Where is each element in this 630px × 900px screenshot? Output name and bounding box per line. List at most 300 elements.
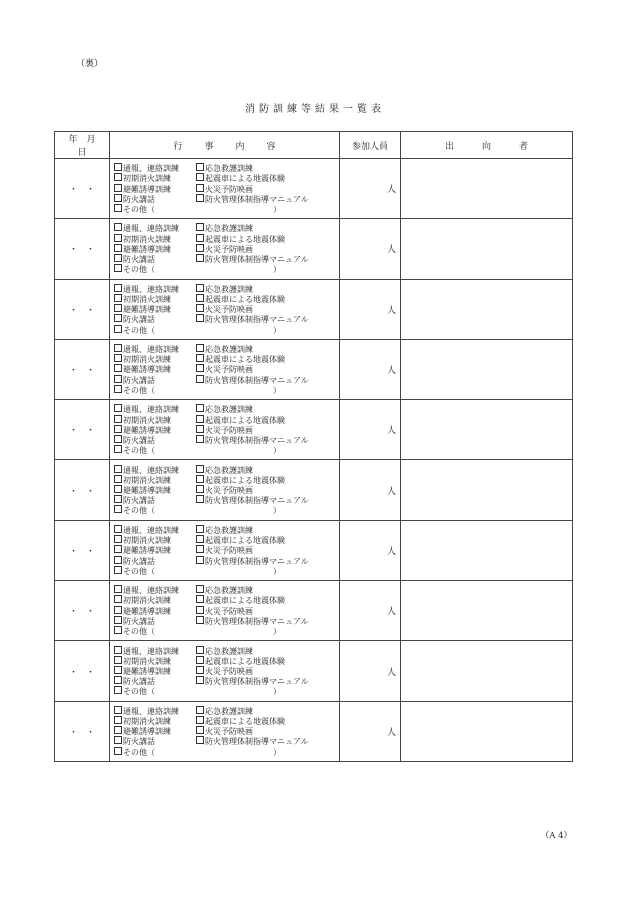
empty-checkbox-icon[interactable] [196, 646, 204, 654]
activity-option-label: 起震車による地震体験 [205, 596, 285, 606]
activity-option-label: 通報、連絡訓練 [123, 224, 179, 234]
activity-option[interactable] [114, 606, 196, 616]
activity-option[interactable] [196, 425, 330, 435]
activity-option-label: 初期消火訓練 [123, 355, 171, 365]
attendee-cell[interactable] [401, 701, 573, 761]
empty-checkbox-icon[interactable] [196, 525, 204, 533]
activity-option-label: 避難誘導訓練 [123, 425, 171, 435]
empty-checkbox-icon[interactable] [114, 676, 122, 684]
activity-option[interactable] [196, 375, 330, 385]
activity-option[interactable] [114, 495, 196, 505]
activity-option-label: 防火講話 [123, 496, 155, 506]
activity-option[interactable] [196, 234, 330, 244]
activity-option-label: 火災予防映画 [205, 606, 253, 616]
activity-option[interactable] [114, 706, 196, 716]
attendee-cell[interactable] [401, 279, 573, 339]
activity-option[interactable] [196, 676, 330, 686]
activity-option[interactable] [196, 475, 330, 485]
other-option-label: その他（ [123, 325, 155, 335]
activity-option[interactable] [196, 606, 330, 616]
activity-option[interactable] [114, 475, 196, 485]
empty-checkbox-icon[interactable] [196, 354, 204, 362]
participant-count-cell[interactable]: 人 [340, 219, 401, 279]
empty-checkbox-icon[interactable] [196, 184, 204, 192]
empty-checkbox-icon[interactable] [114, 254, 122, 262]
empty-checkbox-icon[interactable] [114, 606, 122, 614]
empty-checkbox-icon[interactable] [196, 606, 204, 614]
activity-option[interactable] [114, 525, 196, 535]
other-option-label: その他（ [123, 566, 155, 576]
activity-option-label: 防火管理体制指導マニュアル [205, 677, 309, 687]
activity-option[interactable] [196, 284, 330, 294]
activity-option-label: 初期消火訓練 [123, 536, 171, 546]
activity-option-label: 起震車による地震体験 [205, 475, 285, 485]
empty-checkbox-icon[interactable] [114, 545, 122, 553]
activity-option[interactable] [114, 676, 196, 686]
empty-checkbox-icon[interactable] [196, 435, 204, 443]
other-option[interactable] [114, 505, 339, 515]
activity-option-label: 火災予防映画 [205, 305, 253, 315]
attendee-cell[interactable] [401, 641, 573, 701]
empty-checkbox-icon[interactable] [114, 485, 122, 493]
activity-option[interactable] [114, 415, 196, 425]
empty-checkbox-icon[interactable] [114, 294, 122, 302]
activity-option[interactable] [196, 435, 330, 445]
activity-content-cell [110, 159, 340, 219]
date-cell[interactable]: ・・ [55, 641, 110, 701]
activity-option-label: 火災予防映画 [205, 666, 253, 676]
date-cell[interactable]: ・・ [55, 581, 110, 641]
activity-option[interactable] [114, 535, 196, 545]
activity-option[interactable] [196, 556, 330, 566]
activity-option[interactable] [114, 163, 196, 173]
other-option-close: ） [273, 687, 281, 697]
participant-count-cell[interactable]: 人 [340, 159, 401, 219]
other-option[interactable] [114, 566, 339, 576]
empty-checkbox-icon[interactable] [114, 173, 122, 181]
activity-option[interactable] [114, 244, 196, 254]
empty-checkbox-icon[interactable] [114, 314, 122, 322]
activity-option[interactable] [196, 465, 330, 475]
activity-option-label: 通報、連絡訓練 [123, 345, 179, 355]
empty-checkbox-icon[interactable] [114, 716, 122, 724]
activity-option-label: 応急救護訓練 [205, 405, 253, 415]
activity-content-cell [110, 460, 340, 520]
empty-checkbox-icon[interactable] [114, 223, 122, 231]
empty-checkbox-icon[interactable] [114, 435, 122, 443]
date-cell[interactable]: ・・ [55, 460, 110, 520]
empty-checkbox-icon[interactable] [114, 646, 122, 654]
activity-option[interactable] [114, 375, 196, 385]
empty-checkbox-icon[interactable] [114, 686, 122, 694]
participant-count-cell[interactable]: 人 [340, 701, 401, 761]
empty-checkbox-icon[interactable] [114, 475, 122, 483]
date-cell[interactable]: ・・ [55, 400, 110, 460]
activity-option-label: 初期消火訓練 [123, 717, 171, 727]
empty-checkbox-icon[interactable] [196, 656, 204, 664]
activity-option-label: 応急救護訓練 [205, 646, 253, 656]
activity-option[interactable] [114, 184, 196, 194]
empty-checkbox-icon[interactable] [196, 595, 204, 603]
activity-option[interactable] [196, 726, 330, 736]
other-option-close: ） [273, 325, 281, 335]
empty-checkbox-icon[interactable] [196, 254, 204, 262]
activity-option[interactable] [114, 726, 196, 736]
activity-option[interactable] [114, 556, 196, 566]
table-row [55, 159, 573, 219]
empty-checkbox-icon[interactable] [196, 736, 204, 744]
activity-option[interactable] [196, 344, 330, 354]
participant-count-cell[interactable]: 人 [340, 520, 401, 580]
other-option[interactable] [114, 204, 339, 214]
activity-option-label: 防火講話 [123, 315, 155, 325]
empty-checkbox-icon[interactable] [114, 284, 122, 292]
activity-option-label: 避難誘導訓練 [123, 365, 171, 375]
participant-count-cell[interactable]: 人 [340, 641, 401, 701]
empty-checkbox-icon[interactable] [114, 706, 122, 714]
empty-checkbox-icon[interactable] [114, 747, 122, 755]
activity-option-label: 応急救護訓練 [205, 345, 253, 355]
activity-option[interactable] [196, 244, 330, 254]
participant-count-cell[interactable]: 人 [340, 581, 401, 641]
activity-option-label: 防火講話 [123, 435, 155, 445]
activity-option-label: 防火管理体制指導マニュアル [205, 556, 309, 566]
activity-option[interactable] [196, 364, 330, 374]
table-row [55, 339, 573, 399]
attendee-cell[interactable] [401, 219, 573, 279]
activity-option[interactable] [196, 616, 330, 626]
attendee-cell[interactable] [401, 581, 573, 641]
activity-option-label: 防火管理体制指導マニュアル [205, 375, 309, 385]
activity-option[interactable] [114, 194, 196, 204]
table-row [55, 279, 573, 339]
activity-option[interactable] [114, 304, 196, 314]
activity-option[interactable] [196, 706, 330, 716]
activity-option[interactable] [114, 666, 196, 676]
activity-option[interactable] [114, 234, 196, 244]
other-option[interactable] [114, 626, 339, 636]
activity-option[interactable] [114, 404, 196, 414]
activity-option-label: 初期消火訓練 [123, 596, 171, 606]
empty-checkbox-icon[interactable] [196, 425, 204, 433]
header-attendee: 出向者 [401, 132, 573, 159]
activity-option[interactable] [196, 545, 330, 555]
activity-option-label: 起震車による地震体験 [205, 656, 285, 666]
empty-checkbox-icon[interactable] [196, 284, 204, 292]
activity-option-label: 起震車による地震体験 [205, 415, 285, 425]
other-option[interactable] [114, 747, 339, 757]
empty-checkbox-icon[interactable] [196, 545, 204, 553]
activity-option-label: 火災予防映画 [205, 546, 253, 556]
other-option[interactable] [114, 325, 339, 335]
activity-option[interactable] [196, 656, 330, 666]
activity-option-label: 応急救護訓練 [205, 465, 253, 475]
activity-option-label: 防火講話 [123, 737, 155, 747]
table-body [55, 159, 573, 762]
document-title: 消防訓練等結果一覧表 [245, 104, 385, 115]
empty-checkbox-icon[interactable] [114, 204, 122, 212]
activity-option[interactable] [114, 616, 196, 626]
table-row [55, 520, 573, 580]
activity-option[interactable] [196, 314, 330, 324]
activity-option-label: 防火管理体制指導マニュアル [205, 435, 309, 445]
empty-checkbox-icon[interactable] [196, 676, 204, 684]
empty-checkbox-icon[interactable] [196, 194, 204, 202]
empty-checkbox-icon[interactable] [196, 375, 204, 383]
activity-content-cell [110, 520, 340, 580]
activity-option-label: 避難誘導訓練 [123, 727, 171, 737]
other-option[interactable] [114, 385, 339, 395]
other-option-close: ） [273, 627, 281, 637]
table-row [55, 219, 573, 279]
date-cell[interactable]: ・・ [55, 339, 110, 399]
activity-option[interactable] [114, 284, 196, 294]
empty-checkbox-icon[interactable] [196, 294, 204, 302]
empty-checkbox-icon[interactable] [196, 726, 204, 734]
empty-checkbox-icon[interactable] [114, 375, 122, 383]
empty-checkbox-icon[interactable] [196, 415, 204, 423]
activity-option-label: 防火管理体制指導マニュアル [205, 496, 309, 506]
date-cell[interactable]: ・・ [55, 520, 110, 580]
empty-checkbox-icon[interactable] [114, 445, 122, 453]
activity-option[interactable] [114, 173, 196, 183]
activity-option[interactable] [196, 595, 330, 605]
empty-checkbox-icon[interactable] [196, 556, 204, 564]
participant-count-cell[interactable]: 人 [340, 339, 401, 399]
activity-option[interactable] [196, 485, 330, 495]
activity-option-label: 起震車による地震体験 [205, 174, 285, 184]
other-option-label: その他（ [123, 385, 155, 395]
empty-checkbox-icon[interactable] [196, 495, 204, 503]
activity-option[interactable] [114, 736, 196, 746]
participant-count-cell[interactable]: 人 [340, 460, 401, 520]
attendee-cell[interactable] [401, 400, 573, 460]
other-option-label: その他（ [123, 627, 155, 637]
activity-option[interactable] [114, 646, 196, 656]
empty-checkbox-icon[interactable] [114, 535, 122, 543]
attendee-cell[interactable] [401, 159, 573, 219]
activity-option[interactable] [114, 485, 196, 495]
empty-checkbox-icon[interactable] [196, 364, 204, 372]
empty-checkbox-icon[interactable] [196, 666, 204, 674]
empty-checkbox-icon[interactable] [196, 465, 204, 473]
activity-option[interactable] [196, 535, 330, 545]
other-option-label: その他（ [123, 747, 155, 757]
empty-checkbox-icon[interactable] [196, 314, 204, 322]
empty-checkbox-icon[interactable] [114, 726, 122, 734]
activity-option[interactable] [196, 184, 330, 194]
other-option-label: その他（ [123, 506, 155, 516]
activity-option-label: 応急救護訓練 [205, 525, 253, 535]
empty-checkbox-icon[interactable] [196, 616, 204, 624]
activity-option[interactable] [114, 314, 196, 324]
activity-option[interactable] [114, 344, 196, 354]
activity-option[interactable] [114, 294, 196, 304]
empty-checkbox-icon[interactable] [196, 585, 204, 593]
empty-checkbox-icon[interactable] [114, 425, 122, 433]
training-results-table [54, 131, 573, 762]
empty-checkbox-icon[interactable] [114, 184, 122, 192]
empty-checkbox-icon[interactable] [114, 505, 122, 513]
empty-checkbox-icon[interactable] [114, 585, 122, 593]
activity-option[interactable] [114, 223, 196, 233]
table-row [55, 460, 573, 520]
activity-option-label: 防火管理体制指導マニュアル [205, 737, 309, 747]
empty-checkbox-icon[interactable] [114, 404, 122, 412]
empty-checkbox-icon[interactable] [114, 194, 122, 202]
activity-content-cell [110, 400, 340, 460]
empty-checkbox-icon[interactable] [114, 234, 122, 242]
date-cell[interactable]: ・・ [55, 701, 110, 761]
activity-option-label: 応急救護訓練 [205, 224, 253, 234]
activity-content-cell [110, 219, 340, 279]
activity-option[interactable] [196, 163, 330, 173]
activity-content-cell [110, 339, 340, 399]
activity-option[interactable] [196, 173, 330, 183]
activity-option-label: 火災予防映画 [205, 184, 253, 194]
activity-option-label: 避難誘導訓練 [123, 184, 171, 194]
activity-option[interactable] [114, 716, 196, 726]
empty-checkbox-icon[interactable] [114, 264, 122, 272]
empty-checkbox-icon[interactable] [196, 706, 204, 714]
activity-option[interactable] [196, 585, 330, 595]
activity-option[interactable] [196, 354, 330, 364]
activity-option-label: 避難誘導訓練 [123, 305, 171, 315]
empty-checkbox-icon[interactable] [114, 525, 122, 533]
activity-option-label: 火災予防映画 [205, 727, 253, 737]
participant-count-cell[interactable]: 人 [340, 279, 401, 339]
empty-checkbox-icon[interactable] [196, 173, 204, 181]
empty-checkbox-icon[interactable] [114, 325, 122, 333]
activity-option-label: 応急救護訓練 [205, 706, 253, 716]
attendee-cell[interactable] [401, 460, 573, 520]
activity-option-label: 初期消火訓練 [123, 415, 171, 425]
empty-checkbox-icon[interactable] [196, 485, 204, 493]
activity-option[interactable] [114, 545, 196, 555]
activity-option-label: 避難誘導訓練 [123, 244, 171, 254]
other-option-label: その他（ [123, 265, 155, 275]
empty-checkbox-icon[interactable] [114, 344, 122, 352]
activity-option-label: 通報、連絡訓練 [123, 405, 179, 415]
activity-option[interactable] [114, 364, 196, 374]
activity-option-label: 防火管理体制指導マニュアル [205, 194, 309, 204]
empty-checkbox-icon[interactable] [114, 465, 122, 473]
activity-option-label: 応急救護訓練 [205, 586, 253, 596]
activity-option-label: 初期消火訓練 [123, 475, 171, 485]
empty-checkbox-icon[interactable] [196, 404, 204, 412]
activity-option-label: 防火講話 [123, 616, 155, 626]
other-option[interactable] [114, 445, 339, 455]
activity-option[interactable] [196, 294, 330, 304]
activity-option[interactable] [114, 435, 196, 445]
activity-option[interactable] [196, 495, 330, 505]
activity-option[interactable] [114, 465, 196, 475]
activity-option[interactable] [114, 254, 196, 264]
empty-checkbox-icon[interactable] [114, 385, 122, 393]
empty-checkbox-icon[interactable] [114, 656, 122, 664]
empty-checkbox-icon[interactable] [196, 163, 204, 171]
activity-option-label: 初期消火訓練 [123, 656, 171, 666]
participant-count-cell[interactable]: 人 [340, 400, 401, 460]
page-size-label: （A 4） [540, 831, 572, 841]
other-option[interactable] [114, 264, 339, 274]
activity-option[interactable] [196, 525, 330, 535]
date-cell[interactable]: ・・ [55, 279, 110, 339]
activity-content-cell [110, 581, 340, 641]
header-date: 年月日 [55, 132, 110, 159]
other-option-label: その他（ [123, 204, 155, 214]
activity-option[interactable] [196, 254, 330, 264]
empty-checkbox-icon[interactable] [114, 415, 122, 423]
empty-checkbox-icon[interactable] [114, 736, 122, 744]
other-option-close: ） [273, 747, 281, 757]
activity-option[interactable] [114, 585, 196, 595]
date-cell[interactable]: ・・ [55, 219, 110, 279]
empty-checkbox-icon[interactable] [196, 234, 204, 242]
activity-option[interactable] [196, 736, 330, 746]
empty-checkbox-icon[interactable] [114, 163, 122, 171]
activity-option-label: 防火講話 [123, 556, 155, 566]
empty-checkbox-icon[interactable] [196, 716, 204, 724]
empty-checkbox-icon[interactable] [196, 475, 204, 483]
empty-checkbox-icon[interactable] [114, 364, 122, 372]
other-option-close: ） [273, 265, 281, 275]
activity-option-label: 避難誘導訓練 [123, 546, 171, 556]
activity-option[interactable] [114, 425, 196, 435]
activity-option[interactable] [196, 223, 330, 233]
activity-option-label: 火災予防映画 [205, 486, 253, 496]
other-option-close: ） [273, 446, 281, 456]
activity-option-label: 避難誘導訓練 [123, 486, 171, 496]
empty-checkbox-icon[interactable] [114, 626, 122, 634]
activity-option[interactable] [114, 656, 196, 666]
other-option[interactable] [114, 686, 339, 696]
empty-checkbox-icon[interactable] [114, 495, 122, 503]
activity-option[interactable] [196, 716, 330, 726]
activity-option[interactable] [196, 646, 330, 656]
empty-checkbox-icon[interactable] [196, 223, 204, 231]
activity-option[interactable] [114, 595, 196, 605]
empty-checkbox-icon[interactable] [196, 244, 204, 252]
header-participant-count: 参加人員 [340, 132, 401, 159]
empty-checkbox-icon[interactable] [196, 344, 204, 352]
activity-option[interactable] [196, 666, 330, 676]
activity-option[interactable] [196, 304, 330, 314]
activity-option-label: 通報、連絡訓練 [123, 706, 179, 716]
activity-option[interactable] [196, 194, 330, 204]
empty-checkbox-icon[interactable] [114, 244, 122, 252]
activity-option-label: 火災予防映画 [205, 244, 253, 254]
attendee-cell[interactable] [401, 339, 573, 399]
empty-checkbox-icon[interactable] [114, 595, 122, 603]
activity-option[interactable] [114, 354, 196, 364]
header-content: 行事内容 [110, 132, 340, 159]
activity-option[interactable] [196, 415, 330, 425]
empty-checkbox-icon[interactable] [114, 556, 122, 564]
empty-checkbox-icon[interactable] [114, 566, 122, 574]
attendee-cell[interactable] [401, 520, 573, 580]
empty-checkbox-icon[interactable] [114, 354, 122, 362]
activity-option[interactable] [196, 404, 330, 414]
empty-checkbox-icon[interactable] [114, 616, 122, 624]
empty-checkbox-icon[interactable] [196, 304, 204, 312]
empty-checkbox-icon[interactable] [114, 666, 122, 674]
activity-option-label: 初期消火訓練 [123, 234, 171, 244]
table-row [55, 641, 573, 701]
date-cell[interactable]: ・・ [55, 159, 110, 219]
empty-checkbox-icon[interactable] [114, 304, 122, 312]
empty-checkbox-icon[interactable] [196, 535, 204, 543]
